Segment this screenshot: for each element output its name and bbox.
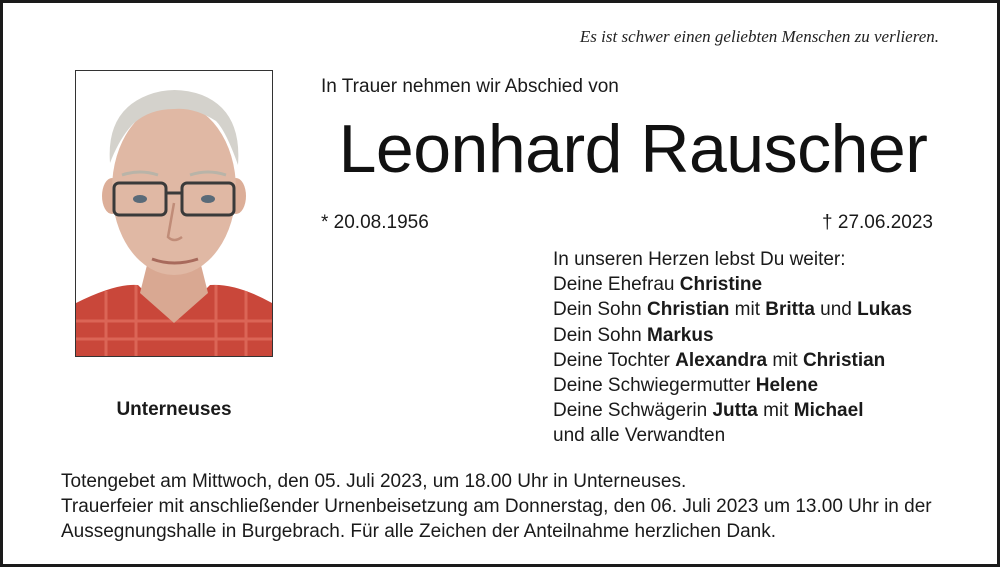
footer-line-2: Trauerfeier mit anschließender Urnenbeisetzung am Donnerstag, den 06. Juli 2023 um 13.00 Uhr in der: [61, 496, 932, 517]
relation-text: und: [814, 299, 858, 321]
intro-line: In Trauer nehmen wir Abschied von: [321, 76, 619, 97]
family-member-line: [553, 423, 912, 448]
portrait-photo: [75, 70, 273, 357]
relation-text: mit: [729, 299, 766, 321]
relation-text: mit: [757, 400, 794, 422]
relation-text: Deine Tochter: [553, 349, 676, 371]
relation-text: Dein Sohn: [553, 324, 648, 346]
birth-date: * 20.08.1956: [321, 212, 429, 233]
service-details: [61, 469, 961, 544]
relation-text: und alle Verwandten: [553, 425, 726, 447]
relative-name: Helene: [755, 375, 819, 397]
family-list: [553, 247, 912, 449]
family-member-line: [553, 272, 912, 297]
family-member-line: [553, 323, 912, 348]
relation-text: Dein Sohn: [553, 299, 648, 321]
relative-name: Christine: [679, 274, 763, 296]
relative-name: Christian: [647, 299, 730, 321]
relative-name: Britta: [765, 299, 815, 321]
relative-name: Lukas: [857, 299, 913, 321]
family-member-line: [553, 373, 912, 398]
family-member-line: [553, 297, 912, 322]
death-date: † 27.06.2023: [822, 212, 933, 233]
relation-text: Deine Schwiegermutter: [553, 375, 756, 397]
relative-name: Alexandra: [675, 349, 768, 371]
place-of-residence: Unterneuses: [116, 399, 232, 420]
family-intro: In unseren Herzen lebst Du weiter:: [553, 249, 846, 270]
relation-text: mit: [767, 349, 803, 371]
deceased-name: Leonhard Rauscher: [338, 111, 928, 187]
relation-text: Deine Schwägerin: [553, 400, 713, 422]
relative-name: Markus: [647, 324, 714, 346]
motto: Es ist schwer einen geliebten Menschen zu verlieren.: [579, 27, 939, 46]
relative-name: Christian: [802, 349, 886, 371]
relative-name: Michael: [793, 400, 864, 422]
family-member-line: [553, 348, 912, 373]
footer-line-3: Aussegnungshalle in Burgebrach. Für alle Zeichen der Anteilnahme herzlichen Dank.: [61, 521, 777, 542]
family-member-line: [553, 398, 912, 423]
footer-line-1: Totengebet am Mittwoch, den 05. Juli 2023, um 18.00 Uhr in Unterneuses.: [61, 471, 687, 492]
relative-name: Jutta: [712, 400, 758, 422]
relation-text: Deine Ehefrau: [553, 274, 680, 296]
